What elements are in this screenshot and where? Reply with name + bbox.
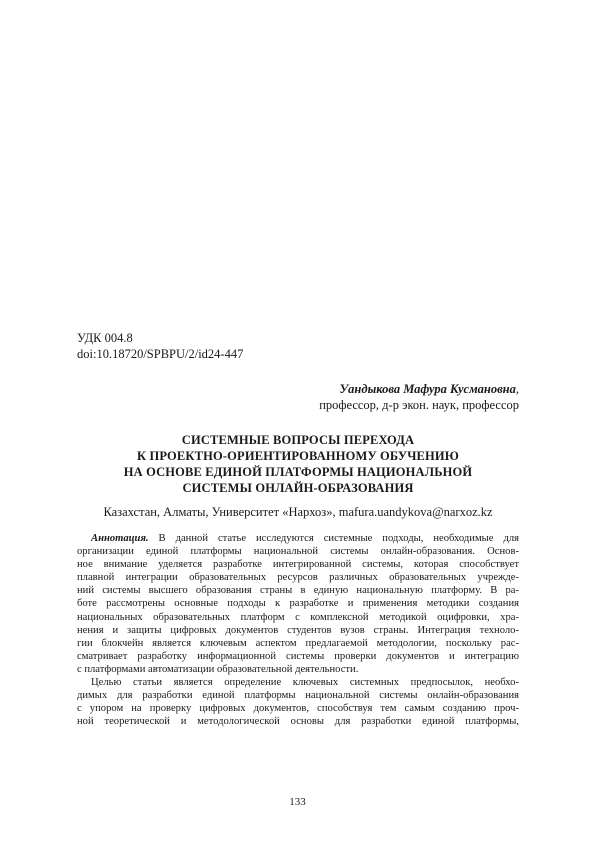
udk-code: УДК 004.8 xyxy=(77,331,133,345)
abstract-body xyxy=(77,532,519,728)
title-line: НА ОСНОВЕ ЕДИНОЙ ПЛАТФОРМЫ НАЦИОНАЛЬНОЙ xyxy=(123,465,473,479)
author-block xyxy=(319,381,519,413)
abstract-line: Аннотация. В данной статье исследуются системные подходы, необходимые для xyxy=(91,533,519,544)
article-title xyxy=(77,432,519,496)
title-line: СИСТЕМНЫЕ ВОПРОСЫ ПЕРЕХОДА xyxy=(181,433,415,447)
doi: doi:10.18720/SPBPU/2/id24-447 xyxy=(77,347,244,361)
title-line: СИСТЕМЫ ОНЛАЙН-ОБРАЗОВАНИЯ xyxy=(182,481,414,495)
abstract-line: национальных образовательных платформ с комплексной методикой оцифровки, хра- xyxy=(77,611,519,623)
paragraph-line: Целью статьи является определение ключевых системных предпосылок, необхо- xyxy=(91,677,519,689)
abstract-line: плавной интеграции образовательных ресурсов различных образовательных учрежде- xyxy=(77,572,519,584)
article-identifiers xyxy=(77,330,243,362)
abstract-line: сматривает разработку информационной системы проверки документов и интеграцию xyxy=(77,650,519,662)
author-position: профессор, д-р экон. наук, профессор xyxy=(319,398,519,412)
abstract-line: боте рассмотрены основные подходы к разработке и применения методики создания xyxy=(77,598,519,610)
author-name: Уандыкова Мафура Кусмановна xyxy=(339,382,516,396)
abstract-line: организации единой платформы национальной системы онлайн-образования. Основ- xyxy=(77,546,519,558)
abstract-line: с платформами автоматизации образовательной деятельности. xyxy=(77,663,359,675)
paragraph-line: димых для разработки единой платформы национальной системы онлайн-образования xyxy=(77,690,519,702)
paragraph-line: с упором на проверку цифровых документов, способствуя тем самым созданию проч- xyxy=(77,703,519,715)
title-line: К ПРОЕКТНО-ОРИЕНТИРОВАННОМУ ОБУЧЕНИЮ xyxy=(136,449,460,463)
abstract-line: ное внимание уделяется разработке интегрированной системы, которая способствует xyxy=(77,559,519,571)
abstract-line: ний системы высшего образования страны в единую национальную платформу. В ра- xyxy=(77,585,519,597)
author-comma: , xyxy=(515,382,519,396)
abstract-keyword: Аннотация. xyxy=(91,533,149,544)
affiliation: Казахстан, Алматы, Университет «Нархоз», mafura.uandykova@narxoz.kz xyxy=(103,505,493,519)
paragraph-line: ной теоретической и методологической основы для разработки единой платформы, xyxy=(77,716,519,728)
page-number: 133 xyxy=(289,796,306,808)
abstract-line: гии блокчейн является ключевым аспектом предлагаемой методологии, поскольку рас- xyxy=(77,637,519,649)
abstract-line: нения и защиты цифровых документов студентов вузов страны. Интеграция техноло- xyxy=(77,624,519,636)
